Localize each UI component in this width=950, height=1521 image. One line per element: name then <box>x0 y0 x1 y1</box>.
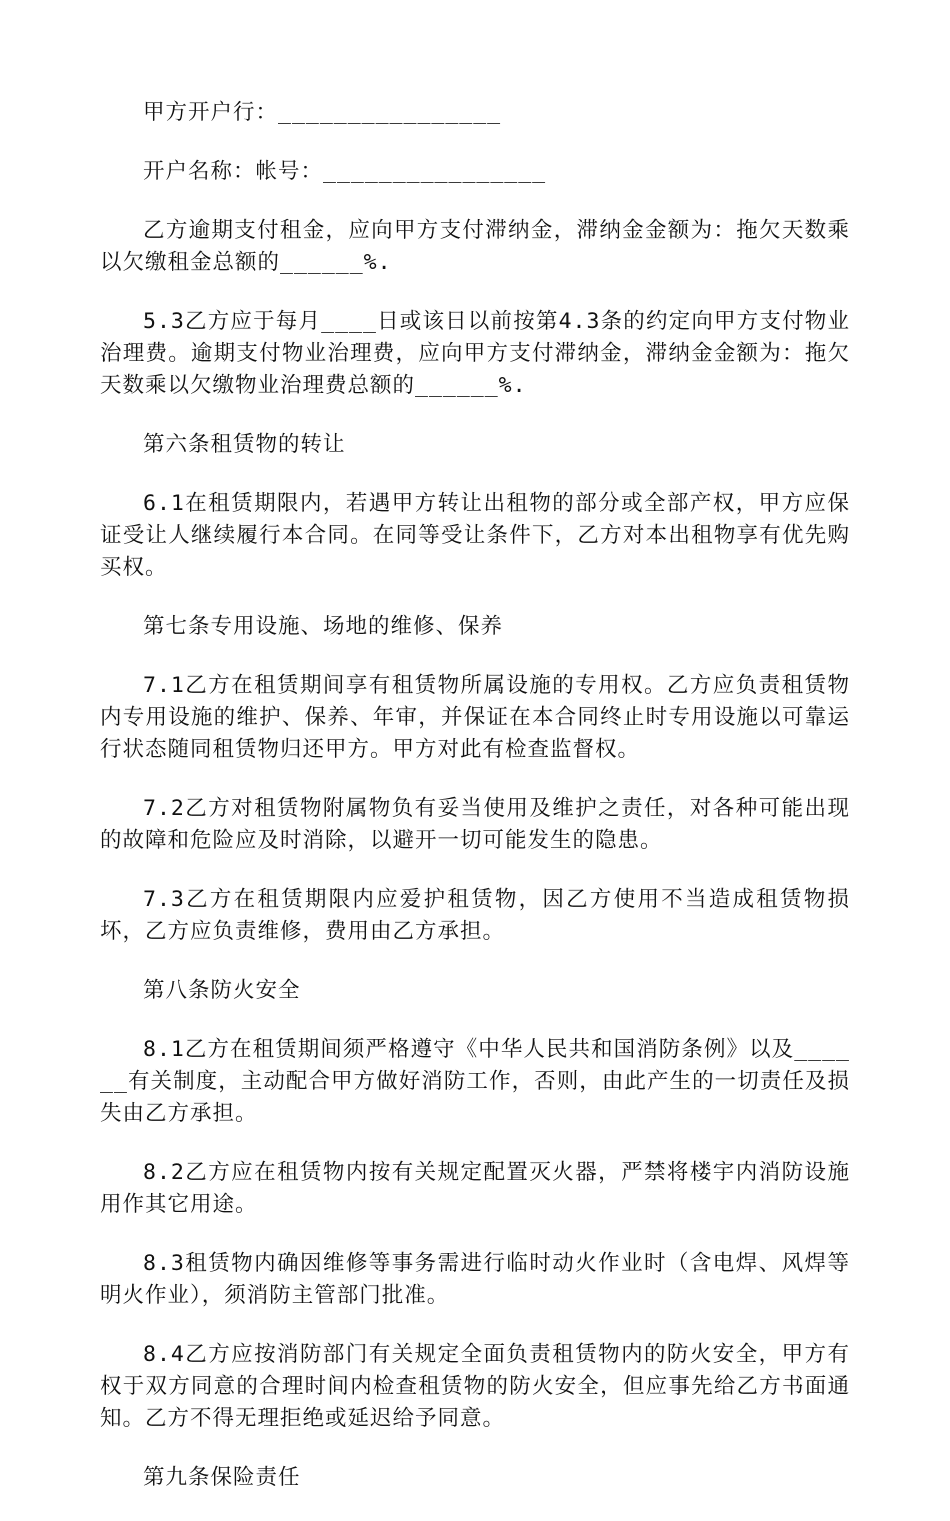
late-fee-rent-clause: 乙方逾期支付租金，应向甲方支付滞纳金，滞纳金金额为：拖欠天数乘以欠缴租金总额的______%. <box>100 218 850 275</box>
clause-5-3: 5.3乙方应于每月____日或该日以前按第4.3条的约定向甲方支付物业治理费。逾期支付物业治理费，应向甲方支付滞纳金，滞纳金金额为：拖欠天数乘以欠缴物业治理费总额的______%. <box>100 309 850 398</box>
account-name-line: 开户名称：帐号：________________ <box>143 159 547 184</box>
article-8-heading: 第八条防火安全 <box>143 978 301 1003</box>
clause-8-4: 8.4乙方应按消防部门有关规定全面负责租赁物内的防火安全，甲方有权于双方同意的合理时间内检查租赁物的防火安全，但应事先给乙方书面通知。乙方不得无理拒绝或延迟给予同意。 <box>100 1342 850 1431</box>
article-9-heading: 第九条保险责任 <box>143 1465 301 1490</box>
clause-7-3: 7.3乙方在租赁期限内应爱护租赁物，因乙方使用不当造成租赁物损坏，乙方应负责维修，费用由乙方承担。 <box>100 887 850 944</box>
clause-8-2: 8.2乙方应在租赁物内按有关规定配置灭火器，严禁将楼宇内消防设施用作其它用途。 <box>100 1160 850 1217</box>
article-7-heading: 第七条专用设施、场地的维修、保养 <box>143 614 504 639</box>
clause-7-2: 7.2乙方对租赁物附属物负有妥当使用及维护之责任，对各种可能出现的故障和危险应及时消除，以避开一切可能发生的隐患。 <box>100 796 850 853</box>
article-6-heading: 第六条租赁物的转让 <box>143 432 346 457</box>
document-page <box>100 97 850 1521</box>
clause-8-3: 8.3租赁物内确因维修等事务需进行临时动火作业时（含电焊、风焊等明火作业），须消防主管部门批准。 <box>100 1251 850 1308</box>
clause-6-1: 6.1在租赁期限内，若遇甲方转让出租物的部分或全部产权，甲方应保证受让人继续履行本合同。在同等受让条件下，乙方对本出租物享有优先购买权。 <box>100 491 850 580</box>
clause-7-1: 7.1乙方在租赁期间享有租赁物所属设施的专用权。乙方应负责租赁物内专用设施的维护、保养、年审，并保证在本合同终止时专用设施以可靠运行状态随同租赁物归还甲方。甲方对此有检查监督权。 <box>100 673 850 762</box>
clause-8-1: 8.1乙方在租赁期间须严格遵守《中华人民共和国消防条例》以及______有关制度，主动配合甲方做好消防工作，否则，由此产生的一切责任及损失由乙方承担。 <box>100 1037 850 1126</box>
bank-account-line: 甲方开户行：________________ <box>143 100 502 125</box>
